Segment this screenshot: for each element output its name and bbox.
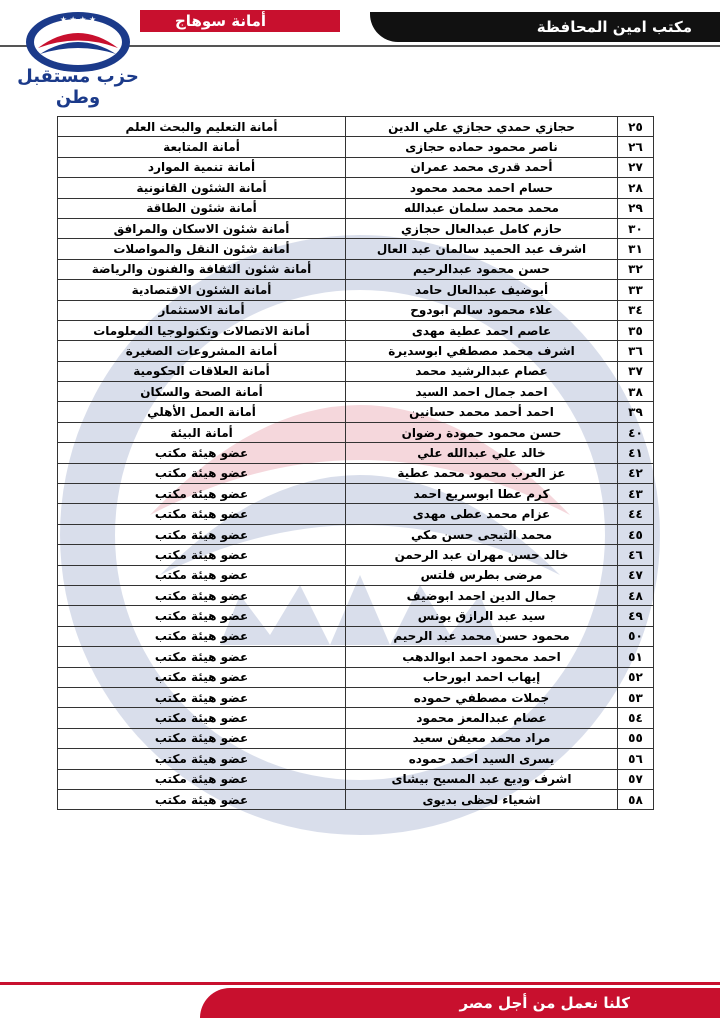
row-number: ٤٤ xyxy=(618,504,654,524)
member-name: حجازي حمدي حجازي علي الدين xyxy=(346,117,618,137)
member-name: اشرف عبد الحميد سالمان عبد العال xyxy=(346,239,618,259)
row-number: ٤٠ xyxy=(618,422,654,442)
member-name: خالد علي عبدالله علي xyxy=(346,443,618,463)
member-role: عضو هيئة مكتب xyxy=(58,484,346,504)
row-number: ٣٧ xyxy=(618,361,654,381)
member-name: احمد محمود احمد ابوالدهب xyxy=(346,647,618,667)
member-name: حسام احمد محمد محمود xyxy=(346,178,618,198)
row-number: ٥٨ xyxy=(618,789,654,809)
member-name: جمال الدين احمد ابوضيف xyxy=(346,585,618,605)
member-role: عضو هيئة مكتب xyxy=(58,789,346,809)
member-name: يسرى السيد احمد حموده xyxy=(346,749,618,769)
table-row xyxy=(58,606,654,626)
member-name: عزام محمد عطى مهدى xyxy=(346,504,618,524)
row-number: ٣٩ xyxy=(618,402,654,422)
party-name: حزب مستقبل وطن xyxy=(17,66,139,108)
row-number: ٣٥ xyxy=(618,320,654,340)
table-row xyxy=(58,341,654,361)
member-name: اشرف وديع عبد المسيح بيشاى xyxy=(346,769,618,789)
member-name: علاء محمود سالم ابودوح xyxy=(346,300,618,320)
member-role: أمانة الشئون القانونية xyxy=(58,178,346,198)
member-role: عضو هيئة مكتب xyxy=(58,524,346,544)
member-role: عضو هيئة مكتب xyxy=(58,708,346,728)
member-name: محمود حسن محمد عبد الرحيم xyxy=(346,626,618,646)
member-role: أمانة العمل الأهلي xyxy=(58,402,346,422)
member-name: سيد عبد الرازق يونس xyxy=(346,606,618,626)
member-role: أمانة التعليم والبحث العلم xyxy=(58,117,346,137)
table-row xyxy=(58,239,654,259)
row-number: ٣٦ xyxy=(618,341,654,361)
member-role: عضو هيئة مكتب xyxy=(58,585,346,605)
member-name: عز العرب محمود محمد عطية xyxy=(346,463,618,483)
table-row xyxy=(58,157,654,177)
member-name: أحمد قدرى محمد عمران xyxy=(346,157,618,177)
member-name: مرضى بطرس فلتس xyxy=(346,565,618,585)
member-role: أمانة الصحة والسكان xyxy=(58,382,346,402)
member-role: أمانة الشئون الاقتصادية xyxy=(58,280,346,300)
row-number: ٥٠ xyxy=(618,626,654,646)
member-role: أمانة شئون النقل والمواصلات xyxy=(58,239,346,259)
row-number: ٥٢ xyxy=(618,667,654,687)
footer-divider xyxy=(0,982,720,985)
member-role: عضو هيئة مكتب xyxy=(58,647,346,667)
row-number: ٤١ xyxy=(618,443,654,463)
member-name: عاصم احمد عطية مهدى xyxy=(346,320,618,340)
row-number: ٢٥ xyxy=(618,117,654,137)
member-role: عضو هيئة مكتب xyxy=(58,687,346,707)
table-row xyxy=(58,402,654,422)
table-row xyxy=(58,687,654,707)
table-row xyxy=(58,137,654,157)
member-name: خالد حسن مهران عبد الرحمن xyxy=(346,545,618,565)
row-number: ٥٣ xyxy=(618,687,654,707)
member-name: أبوضيف عبدالعال حامد xyxy=(346,280,618,300)
table-row xyxy=(58,198,654,218)
member-name: محمد التيجى حسن مكي xyxy=(346,524,618,544)
table-row xyxy=(58,443,654,463)
footer-slogan: كلنا نعمل من أجل مصر xyxy=(459,994,630,1012)
member-name: حازم كامل عبدالعال حجازي xyxy=(346,218,618,238)
table-row xyxy=(58,178,654,198)
table-row xyxy=(58,463,654,483)
table-row xyxy=(58,259,654,279)
table-row xyxy=(58,361,654,381)
member-role: أمانة شئون الاسكان والمرافق xyxy=(58,218,346,238)
table-row xyxy=(58,728,654,748)
row-number: ٥٥ xyxy=(618,728,654,748)
member-name: مراد محمد معيفن سعيد xyxy=(346,728,618,748)
row-number: ٤٨ xyxy=(618,585,654,605)
member-role: أمانة الاتصالات وتكنولوجيا المعلومات xyxy=(58,320,346,340)
member-name: حسن محمود عبدالرحيم xyxy=(346,259,618,279)
governorate-title: أمانة سوهاج xyxy=(175,12,267,30)
row-number: ٥٧ xyxy=(618,769,654,789)
row-number: ٤٦ xyxy=(618,545,654,565)
row-number: ٥١ xyxy=(618,647,654,667)
row-number: ٥٤ xyxy=(618,708,654,728)
member-role: أمانة المشروعات الصغيرة xyxy=(58,341,346,361)
table-row xyxy=(58,708,654,728)
member-name: محمد محمد سلمان عبدالله xyxy=(346,198,618,218)
row-number: ٢٧ xyxy=(618,157,654,177)
member-role: أمانة شئون الثقافة والفنون والرياضة xyxy=(58,259,346,279)
member-role: عضو هيئة مكتب xyxy=(58,728,346,748)
table-row xyxy=(58,320,654,340)
member-name: اشعياء لحظى بديوى xyxy=(346,789,618,809)
table-row xyxy=(58,769,654,789)
svg-text:★ ★ ★ ★: ★ ★ ★ ★ xyxy=(59,15,97,24)
member-role: عضو هيئة مكتب xyxy=(58,443,346,463)
row-number: ٥٦ xyxy=(618,749,654,769)
member-role: عضو هيئة مكتب xyxy=(58,769,346,789)
table-row xyxy=(58,545,654,565)
member-role: أمانة شئون الطاقة xyxy=(58,198,346,218)
member-role: أمانة الاستثمار xyxy=(58,300,346,320)
member-role: عضو هيئة مكتب xyxy=(58,749,346,769)
member-name: كرم عطا ابوسريع احمد xyxy=(346,484,618,504)
table-row xyxy=(58,484,654,504)
member-name: ناصر محمود حماده حجازى xyxy=(346,137,618,157)
row-number: ٤٣ xyxy=(618,484,654,504)
row-number: ٣٣ xyxy=(618,280,654,300)
table-row xyxy=(58,300,654,320)
row-number: ٣٤ xyxy=(618,300,654,320)
row-number: ٣٨ xyxy=(618,382,654,402)
member-name: حسن محمود حمودة رضوان xyxy=(346,422,618,442)
table-row xyxy=(58,749,654,769)
member-role: أمانة تنمية الموارد xyxy=(58,157,346,177)
row-number: ٤٧ xyxy=(618,565,654,585)
member-role: عضو هيئة مكتب xyxy=(58,626,346,646)
table-row xyxy=(58,565,654,585)
member-name: عصام عبدالرشيد محمد xyxy=(346,361,618,381)
table-row xyxy=(58,280,654,300)
table-row xyxy=(58,647,654,667)
table-row xyxy=(58,667,654,687)
member-role: أمانة البيئة xyxy=(58,422,346,442)
member-name: احمد أحمد محمد حسانين xyxy=(346,402,618,422)
table-row xyxy=(58,585,654,605)
member-name: إيهاب احمد ابورحاب xyxy=(346,667,618,687)
member-name: احمد جمال احمد السيد xyxy=(346,382,618,402)
member-role: عضو هيئة مكتب xyxy=(58,504,346,524)
table-row xyxy=(58,789,654,809)
member-name: عصام عبدالمعز محمود xyxy=(346,708,618,728)
table-row xyxy=(58,626,654,646)
members-table xyxy=(57,116,654,810)
row-number: ٢٨ xyxy=(618,178,654,198)
row-number: ٣٢ xyxy=(618,259,654,279)
row-number: ٣٠ xyxy=(618,218,654,238)
table-row xyxy=(58,117,654,137)
member-role: عضو هيئة مكتب xyxy=(58,667,346,687)
office-title: مكتب امين المحافظة xyxy=(536,18,692,36)
member-role: عضو هيئة مكتب xyxy=(58,606,346,626)
row-number: ٤٩ xyxy=(618,606,654,626)
table-row xyxy=(58,382,654,402)
member-role: عضو هيئة مكتب xyxy=(58,463,346,483)
table-row xyxy=(58,524,654,544)
table-row xyxy=(58,422,654,442)
member-role: عضو هيئة مكتب xyxy=(58,565,346,585)
table-row xyxy=(58,504,654,524)
member-name: جملات مصطفي حموده xyxy=(346,687,618,707)
member-role: أمانة العلاقات الحكومية xyxy=(58,361,346,381)
row-number: ٤٢ xyxy=(618,463,654,483)
table-row xyxy=(58,218,654,238)
member-name: اشرف محمد مصطفي ابوسديرة xyxy=(346,341,618,361)
member-role: أمانة المتابعة xyxy=(58,137,346,157)
member-role: عضو هيئة مكتب xyxy=(58,545,346,565)
row-number: ٢٩ xyxy=(618,198,654,218)
row-number: ٤٥ xyxy=(618,524,654,544)
row-number: ٣١ xyxy=(618,239,654,259)
row-number: ٢٦ xyxy=(618,137,654,157)
